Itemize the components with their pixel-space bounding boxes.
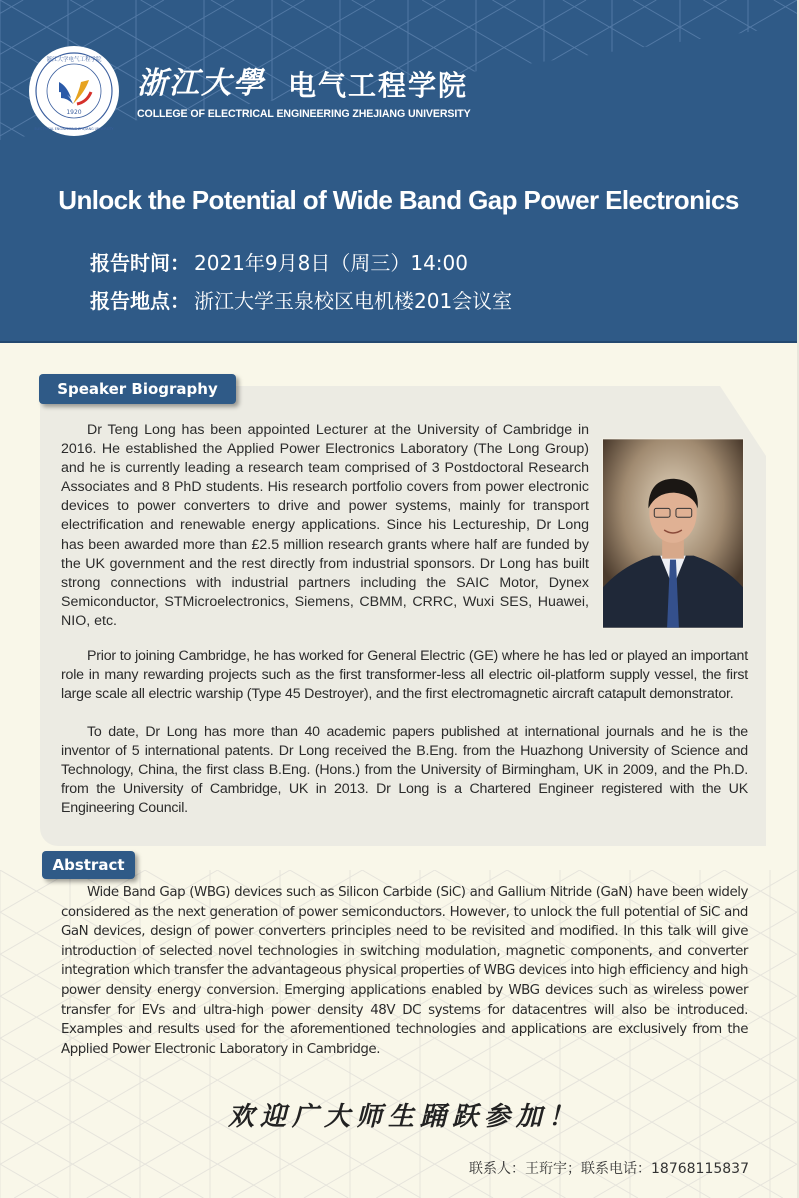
grid-line [0, 1080, 203, 1198]
grid-line [594, 1080, 797, 1198]
time-label: 报告时间： [90, 251, 190, 275]
talk-time-row [90, 247, 468, 276]
grid-line [0, 326, 29, 343]
abstract-body [61, 883, 748, 1059]
welcome-message: 欢迎广大师生踊跃参加！ [228, 1102, 581, 1132]
seal-year: 1920 [66, 109, 82, 116]
university-name-calligraphy: 浙江大學 [137, 66, 265, 101]
contact-info: 联系人：王珩宇；联系电话：18768115837 [469, 1161, 749, 1177]
grid-line [768, 326, 797, 343]
biography-paragraph-2 [61, 647, 748, 704]
college-name-cn: 电气工程学院 [288, 69, 469, 102]
grid-line [0, 1164, 59, 1198]
bio-text-1: Dr Teng Long has been appointed Lecturer at the University of Cambridge in 2016. He established the Applied Power Electronics Laboratory (The Long Group) and he is currently leading a research team comprised of 3 Postdoctoral Research Associates and 8 PhD students. His research portfolio covers from power electronic devices to power converters to drive and power systems, mainly for transport electrification and renewable energy applications. Since his Lectureship, Dr Long has been awarded more than £2.5 million research grants where half are funded by the UK government and the rest directly from industrial sponsors. Dr Long has built strong connections with industrial partners including the SAIC Motor, Dynex Semiconductor, STMicroelectronics, Siemens, CBMM, CRRC, Wuxi SES, Huawei, NIO, etc. [61, 422, 589, 629]
speaker-photo [602, 438, 744, 629]
grid-line [698, 286, 797, 343]
zju-college-seal-icon [29, 46, 119, 136]
time-value: 2021年9月8日（周三）14:00 [194, 251, 468, 275]
talk-place-row [90, 285, 512, 314]
college-name-en: COLLEGE OF ELECTRICAL ENGINEERING ZHEJIANG UNIVERSITY [137, 108, 471, 120]
talk-title: Unlock the Potential of Wide Band Gap Power Electronics [58, 185, 739, 215]
grid-line [628, 245, 797, 343]
speaker-portrait-image [603, 439, 743, 628]
abstract-paragraph: Wide Band Gap (WBG) devices such as Silicon Carbide (SiC) and Gallium Nitride (GaN) have been widely considered as the next generation of power semiconductors. However, to unlock the full potential of SiC and GaN devices, design of power converters principles need to be revisited and modified. In this talk will give introduction of selected novel technologies in switching modulation, magnetic components, and converter integration which transfer the advantageous physical properties of WBG devices into high efficiency and high power density energy conversion. Emerging applications enabled by WBG devices such as wireless power transfer for EVs and ultra-high power density 48V DC systems for datacentres will also be introduced. Examples and results used for the aforementioned technologies and applications are exclusively from the Applied Power Electronic Laboratory in Cambridge. [61, 885, 748, 1057]
grid-line [0, 1122, 131, 1198]
grid-line [0, 286, 99, 343]
seal-text-en: ELECTRICAL ENGINEERING ZHEJIANG UNIVERSITY [34, 127, 114, 131]
biography-paragraph-3 [61, 723, 748, 818]
header-banner [0, 0, 797, 343]
seal-text-cn: 浙江大学电气工程学院 [46, 57, 102, 63]
college-logo [29, 46, 119, 136]
grid-line [352, 0, 797, 258]
bio-text-2: Prior to joining Cambridge, he has worked for General Electric (GE) where he has led or played an important role in many rewarding projects such as the first transformer-less all electric oil-platform supply vessel, the first large scale all electric warship (Type 45 Destroyer), and the first electromagnetic aircraft catapult demonstrator. [61, 648, 748, 703]
abstract-heading: Abstract [42, 851, 135, 879]
place-value: 浙江大学玉泉校区电机楼201会议室 [194, 289, 513, 313]
biography-paragraph-1 [61, 421, 589, 631]
speaker-biography-heading: Speaker Biography [39, 374, 236, 404]
bio-text-3: To date, Dr Long has more than 40 academic papers published at international journals and he is the inventor of 5 international patents. Dr Long received the B.Eng. from the Huazhong University of Science and Technology, China, the first class B.Eng. (Hons.) from the University of Birmingham, UK in 2009, and the Ph.D. from the University of Cambridge, UK in 2013. Dr Long is a Chartered Engineer registered with the UK Engineering Council. [61, 724, 748, 817]
grid-line [557, 204, 797, 343]
place-label: 报告地点： [90, 289, 190, 313]
